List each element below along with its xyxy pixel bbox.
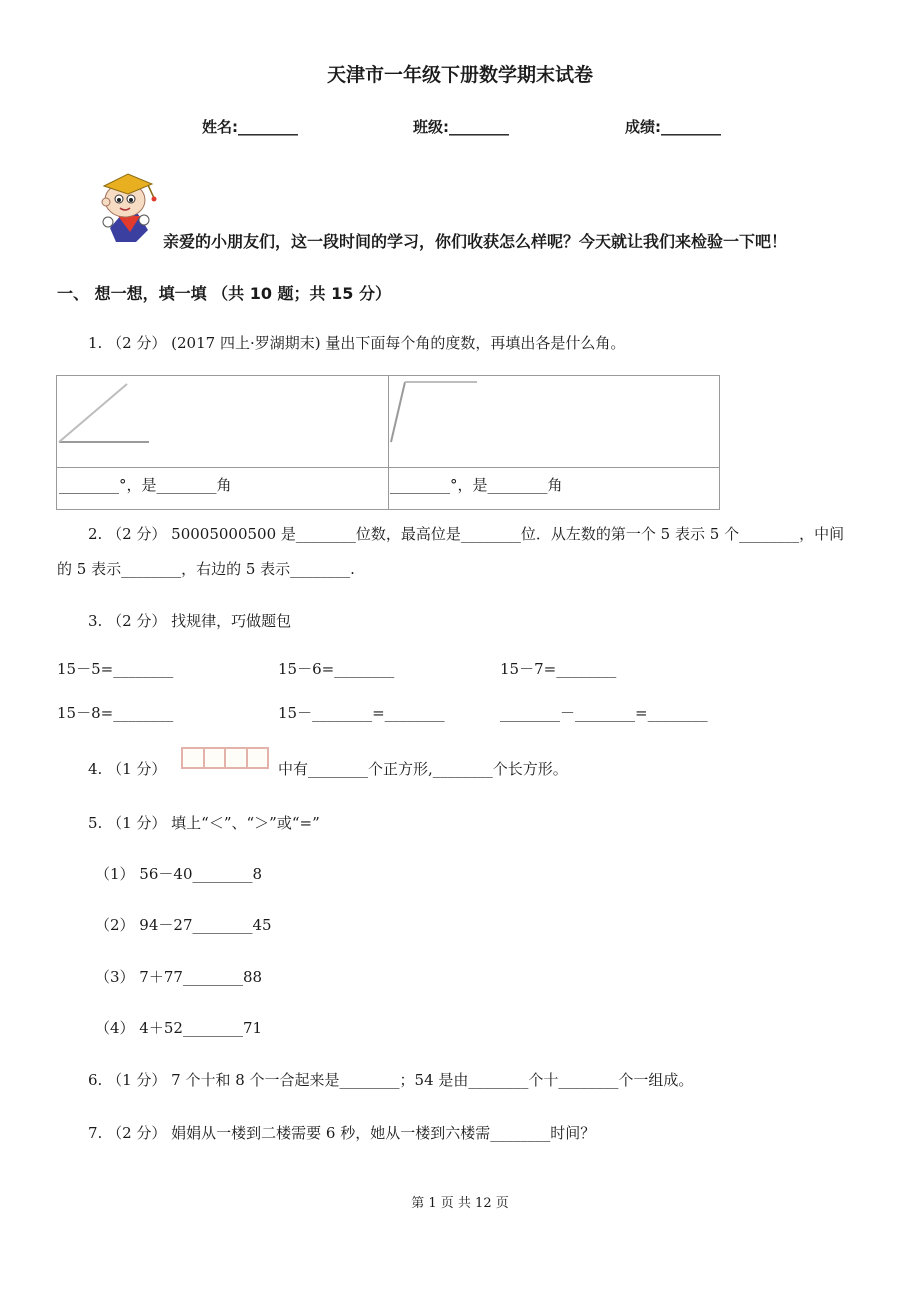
- cartoon-boy-with-graduation-cap-icon: [92, 170, 168, 244]
- question-4-text: 中有________个正方形,________个长方形。: [278, 760, 568, 778]
- question-3: 3. （2 分） 找规律，巧做题包: [88, 612, 292, 630]
- question-2-line-2: 的 5 表示________，右边的 5 表示________.: [57, 560, 355, 578]
- question-2-line-1: 2. （2 分） 50005000500 是________位数，最高位是________位．从左数的第一个 5 表示 5 个________，中间: [88, 525, 845, 543]
- angle-answer-left[interactable]: ________°，是________角: [59, 476, 232, 494]
- greeting-text: 亲爱的小朋友们，这一段时间的学习，你们收获怎么样呢？今天就让我们来检验一下吧！: [163, 232, 788, 251]
- q3-row2-col1[interactable]: 15－8=________: [57, 704, 174, 722]
- angle-table: [56, 375, 720, 510]
- q5-item-3[interactable]: （3） 7＋77________88: [95, 968, 263, 986]
- q3-row2-col3[interactable]: ________－________=________: [500, 704, 708, 722]
- q3-row1-col1[interactable]: 15－5=________: [57, 660, 174, 678]
- class-field[interactable]: 班级:________: [413, 118, 509, 136]
- angle-figure-right: [389, 376, 719, 466]
- score-field[interactable]: 成绩:________: [625, 118, 721, 136]
- section-heading-1: 一、 想一想，填一填 （共 10 题；共 15 分）: [57, 284, 391, 303]
- q5-item-1[interactable]: （1） 56－40________8: [95, 865, 263, 883]
- question-6: 6. （1 分） 7 个十和 8 个一合起来是________；54 是由________个十________个一组成。: [88, 1071, 694, 1089]
- four-square-grid-figure: [181, 747, 269, 769]
- q5-item-4[interactable]: （4） 4＋52________71: [95, 1019, 263, 1037]
- question-1: 1. （2 分） (2017 四上·罗湖期末) 量出下面每个角的度数，再填出各是什么角。: [88, 334, 626, 352]
- q3-row1-col3[interactable]: 15－7=________: [500, 660, 617, 678]
- angle-figure-left: [57, 376, 387, 466]
- q3-row2-col2[interactable]: 15－________=________: [278, 704, 445, 722]
- angle-answer-right[interactable]: ________°，是________角: [390, 476, 563, 494]
- page-title: 天津市一年级下册数学期末试卷: [326, 64, 593, 86]
- q3-row1-col2[interactable]: 15－6=________: [278, 660, 395, 678]
- name-field[interactable]: 姓名:________: [202, 118, 298, 136]
- question-5: 5. （1 分） 填上“＜”、“＞”或“=”: [88, 814, 320, 832]
- question-7: 7. （2 分） 娟娟从一楼到二楼需要 6 秒，她从一楼到六楼需________时间？: [88, 1124, 596, 1142]
- page-footer: 第 1 页 共 12 页: [411, 1196, 509, 1211]
- q5-item-2[interactable]: （2） 94－27________45: [95, 916, 272, 934]
- question-4-prefix: 4. （1 分）: [88, 760, 167, 778]
